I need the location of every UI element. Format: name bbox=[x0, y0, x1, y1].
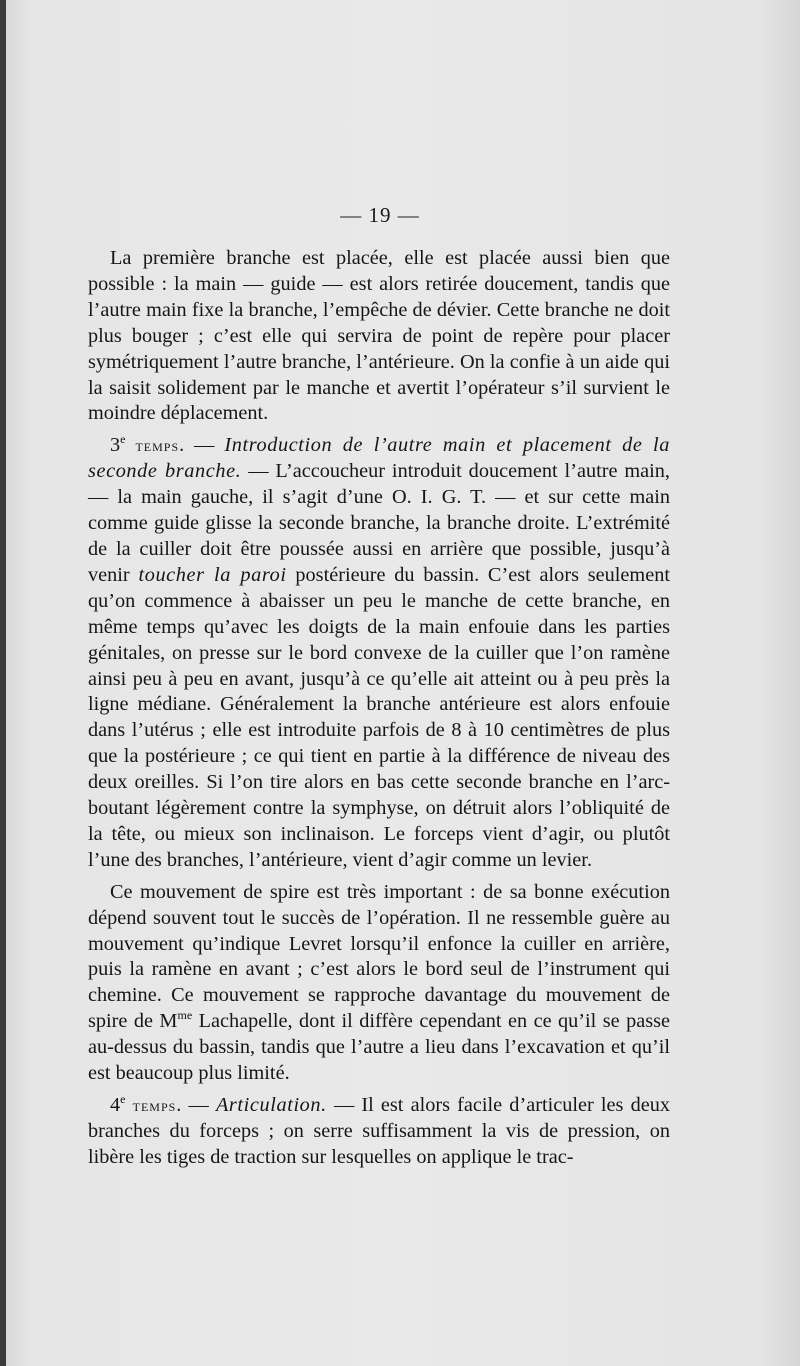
step-title: Introduction de l’autre main et placement de la seconde branche. bbox=[88, 434, 671, 483]
paragraph-3-sup: me bbox=[177, 1008, 193, 1023]
step-title: Articulation. bbox=[215, 1094, 327, 1116]
paragraph-2-text-b: postérieure du bassin. C’est alors seulement qu’on commence à abaisser un peu le manche de cette branche, en même temps qu’avec les doigts de la main enfouie dans les parties génitales, on presse sur le bord convexe de la cuiller que l’on ramène ainsi peu à peu en avant, jusqu’à ce qu’elle ait atteint ou à peu près la ligne médiane. Généralement la branche antérieure est alors enfouie dans l’utérus ; elle est introduite parfois de 8 à 10 centimètres de plus que la postérieure ; ce qui tient en partie à la différence de niveau des deux oreilles. Si l’on tire alors en bas cette seconde branche en l’arc-boutant légèrement contre la symphyse, on détruit alors l’obliquité de la tête, ou mieux son inclinaison. Le forceps vient d’agir, ou plutôt l’une des branches, l’antérieure, vient d’agir comme un levier. bbox=[88, 563, 670, 871]
paragraph-3 bbox=[88, 880, 670, 1087]
step-dash: . — bbox=[176, 1094, 216, 1116]
paragraph-3-text-a: Ce mouvement de spire est très important : de sa bonne exécution dépend souvent tout le succès de l’opération. Il ne ressemble guère au mouvement qu’indique Levret lorsqu’il enfonce la cuiller en arrière, puis la ramène en avant ; c’est alors le bord seul de l’instrument qui chemine. Ce mouvement se rapproche davantage du mouvement de spire de M bbox=[88, 880, 670, 1033]
paragraph-3-text-b: Lachapelle, dont il diffère cependant en ce qu’il se passe au-dessus du bassin, tandis que l’autre a lieu dans l’excavation et qu’il est beaucoup plus limité. bbox=[88, 1010, 671, 1085]
paragraph-4-text: — Il est alors facile d’articuler les deux branches du forceps ; on serre suffisamment la vis de pression, on libère les tiges de traction sur lesquelles on applique le trac- bbox=[88, 1094, 670, 1168]
step-ordinal-sup: e bbox=[120, 1092, 126, 1106]
paragraph-1: La première branche est placée, elle est placée aussi bien que possible : la main — guide — est alors retirée doucement, tandis que l’autre main fixe la branche, l’empêche de dévier. Cette branche ne doit plus bouger ; c’est elle qui servira de point de repère pour placer symétriquement l’autre branche, l’antérieure. On la confie à un aide qui la saisit solidement par le manche et avertit l’opérateur s’il survient le moindre déplacement. bbox=[88, 247, 670, 425]
step-ordinal-sup: e bbox=[120, 432, 126, 447]
paragraph-2-text-a: — L’accoucheur introduit doucement l’autre main, — la main gauche, il s’agit d’une O. I. G. T. — et sur cette main comme guide glisse la seconde branche, la branche droite. L’extrémité de la cuiller doit être poussée aussi en arrière que possible, jusqu’à venir bbox=[88, 460, 671, 586]
step-ordinal: 4 bbox=[110, 1094, 121, 1116]
paragraph-2 bbox=[88, 433, 670, 873]
step-label: temps bbox=[135, 436, 180, 456]
body-text bbox=[88, 246, 670, 1171]
step-label: temps bbox=[132, 1096, 177, 1115]
step-ordinal: 3 bbox=[110, 434, 121, 457]
paragraph-2-emphasis: toucher la paroi bbox=[138, 563, 287, 586]
page-number: — 19 — bbox=[340, 203, 420, 227]
step-dash: . — bbox=[179, 434, 225, 457]
paragraph-4 bbox=[88, 1093, 670, 1171]
